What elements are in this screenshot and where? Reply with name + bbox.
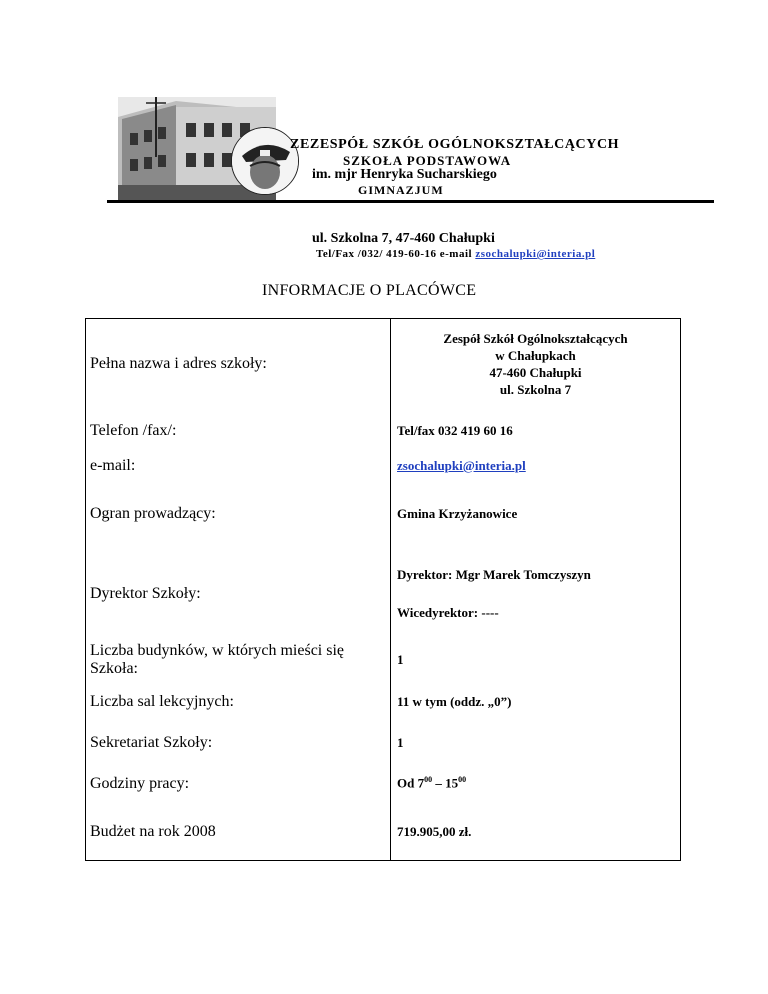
- row-value: 719.905,00 zł.: [391, 805, 681, 861]
- value-line: ul. Szkolna 7: [499, 381, 572, 397]
- table-row: [86, 479, 681, 549]
- table-row: [86, 763, 681, 805]
- row-label: Budżet na rok 2008: [90, 823, 216, 841]
- table-row: [86, 453, 681, 479]
- info-table: [85, 318, 681, 861]
- table-row: [86, 319, 681, 409]
- value-line: w Chałupkach: [495, 347, 576, 363]
- table-row: [86, 805, 681, 861]
- vice-director: Wicedyrektor: ----: [397, 604, 499, 620]
- patron-portrait-emblem: [231, 127, 299, 195]
- row-value: 11 w tym (oddz. „0”): [391, 681, 681, 723]
- row-label: Ogran prowadzący:: [90, 504, 216, 522]
- row-label: Sekretariat Szkoły:: [90, 733, 213, 751]
- tel-fax-text: Tel/Fax /032/ 419-60-16 e-mail: [316, 248, 473, 260]
- table-row: [86, 681, 681, 723]
- school-subtitle-primary: SZKOŁA PODSTAWOWA: [343, 153, 512, 168]
- hours-start-minutes: 00: [424, 775, 433, 785]
- row-value: 1: [391, 639, 681, 681]
- row-label: Pełna nazwa i adres szkoły:: [90, 354, 267, 372]
- header-divider: [107, 200, 714, 203]
- hours-end: – 15: [432, 775, 459, 791]
- row-value-hours: [391, 763, 681, 805]
- director-name: Dyrektor: Mgr Marek Tomczyszyn: [397, 566, 591, 582]
- row-value-full-name: [391, 319, 681, 409]
- row-label: Liczba sal lekcyjnych:: [90, 692, 234, 710]
- row-label: Telefon /fax/:: [90, 421, 177, 439]
- school-subtitle-gymnasium: GIMNAZJUM: [358, 183, 444, 197]
- hours-end-minutes: 00: [458, 775, 467, 785]
- hours-start: Od 7: [397, 775, 425, 791]
- school-name-heading: ZEZESPÓŁ SZKÓŁ OGÓLNOKSZTAŁCĄCYCH: [290, 137, 620, 152]
- value-line: 47-460 Chałupki: [489, 364, 582, 380]
- header-email-link[interactable]: zsochalupki@interia.pl: [475, 248, 596, 260]
- contact-line: [316, 248, 595, 260]
- table-row: [86, 639, 681, 681]
- row-value: 1: [391, 723, 681, 763]
- email-link[interactable]: zsochalupki@interia.pl: [397, 457, 526, 473]
- school-patron-name: im. mjr Henryka Sucharskiego: [312, 167, 497, 182]
- row-value: Tel/fax 032 419 60 16: [391, 409, 681, 453]
- row-label: Liczba budynków, w których mieści się Szkoła:: [90, 641, 345, 677]
- row-value: Gmina Krzyżanowice: [391, 479, 681, 549]
- row-value: [391, 453, 681, 479]
- row-label: Godziny pracy:: [90, 774, 190, 792]
- value-line: Zespół Szkół Ogólnokształcących: [443, 330, 628, 346]
- row-label: Dyrektor Szkoły:: [90, 584, 201, 602]
- page-title: INFORMACJE O PLACÓWCE: [262, 282, 477, 299]
- row-label: e-mail:: [90, 456, 136, 474]
- table-row: [86, 549, 681, 639]
- row-value-director: [391, 549, 681, 639]
- table-row: [86, 723, 681, 763]
- table-row: [86, 409, 681, 453]
- school-address: ul. Szkolna 7, 47-460 Chałupki: [312, 231, 495, 246]
